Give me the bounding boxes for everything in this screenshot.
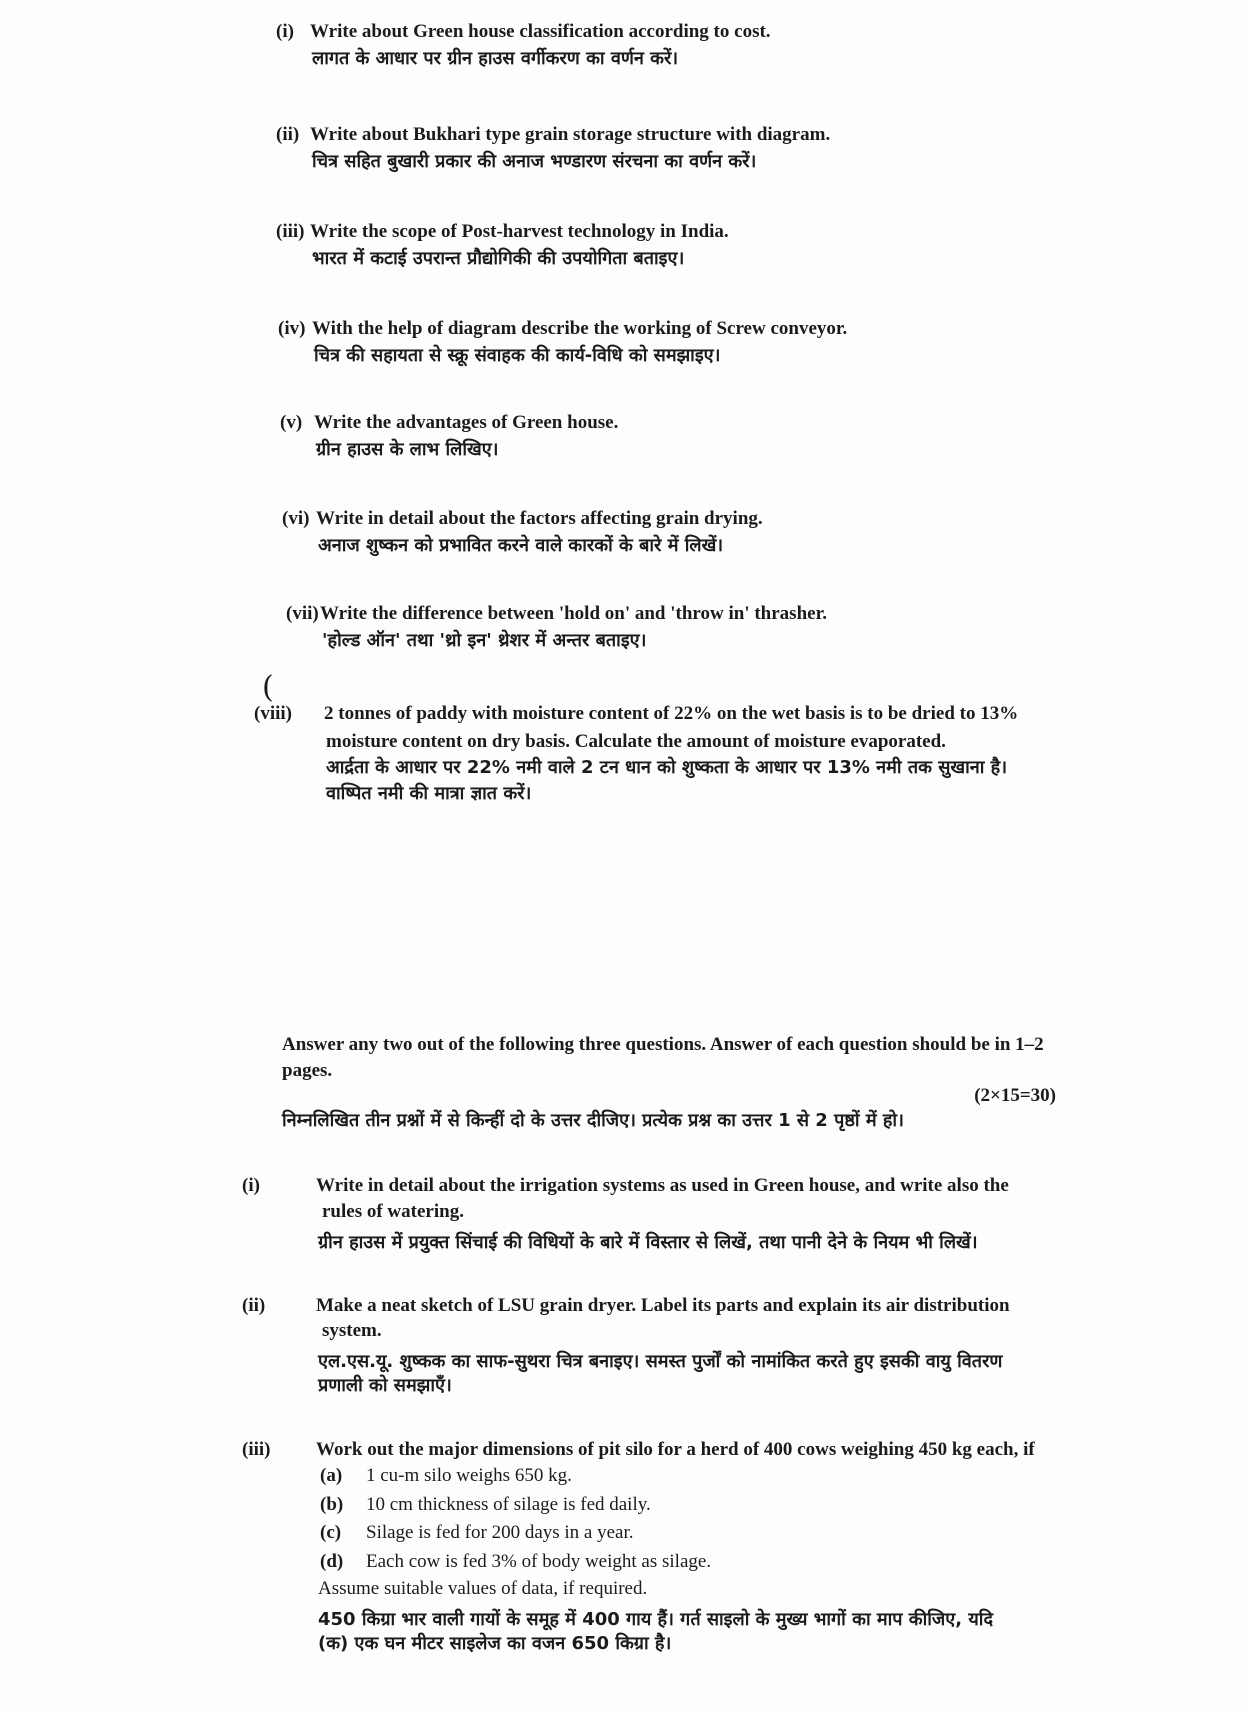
question-a-6 (282, 505, 1082, 559)
question-number: (ii) (242, 1294, 266, 1316)
question-text-hi: आर्द्रता के आधार पर 22% नमी वाले 2 टन धान को शुष्कता के आधार पर 13% नमी तक सुखाना है। वाष्पित नमी की मात्रा ज्ञात करें। (326, 757, 1008, 805)
question-text-hi: भारत में कटाई उपरान्त प्रौद्योगिकी की उपयोगिता बताइए। (312, 247, 685, 269)
question-text-en: Work out the major dimensions of pit silo for a herd of 400 cows weighing 450 kg each, if (316, 1438, 1035, 1460)
question-text-hi: 450 किग्रा भार वाली गायों के समूह में 400 गाय हैं। गर्त साइलो के मुख्य भागों का माप कीजिए, यदि (318, 1608, 994, 1630)
question-text-hi: ग्रीन हाउस में प्रयुक्त सिंचाई की विधियों के बारे में विस्तार से लिखें, तथा पानी देने के नियम भी लिखें। (318, 1231, 978, 1253)
question-text-en: Write about Green house classification according to cost. (310, 21, 771, 42)
question-number: (i) (276, 21, 294, 42)
question-a-8 (254, 700, 1050, 807)
question-text-en: Write the advantages of Green house. (314, 412, 619, 433)
question-text-en: Make a neat sketch of LSU grain dryer. Label its parts and explain its air distribution system. (316, 1294, 1010, 1342)
question-text-hi: लागत के आधार पर ग्रीन हाउस वर्गीकरण का वर्णन करें। (312, 47, 679, 69)
question-a-7 (286, 600, 1106, 654)
question-text-en: 2 tonnes of paddy with moisture content of 22% on the wet basis is to be dried to 13% moisture content on dry basis. Calculate the amount of moisture evaporated. (324, 703, 1019, 752)
question-text-hi: चित्र की सहायता से स्क्रू संवाहक की कार्य-विधि को समझाइए। (314, 344, 721, 366)
section-b (242, 1032, 1056, 1657)
sub-item-label: (a) (320, 1465, 343, 1487)
question-text-en: Write the difference between 'hold on' and 'throw in' thrasher. (320, 603, 828, 624)
question-number: (viii) (254, 703, 292, 724)
question-number: (i) (242, 1175, 260, 1197)
question-text-hi: एल.एस.यू. शुष्कक का साफ-सुथरा चित्र बनाइए। समस्त पुर्जों को नामांकित करते हुए इसकी वायु वितरण प्रणाली को समझाएँ। (318, 1351, 1003, 1397)
question-text-en: Write in detail about the irrigation systems as used in Green house, and write also the rules of watering. (316, 1175, 1009, 1222)
sub-item-d (320, 1548, 1052, 1577)
section-marks: (2×15=30) (974, 1085, 1056, 1107)
question-number: (iii) (276, 221, 305, 242)
question-text-hi: अनाज शुष्कन को प्रभावित करने वाले कारकों के बारे में लिखें। (318, 534, 724, 556)
assume-note: Assume suitable values of data, if required. (318, 1578, 648, 1600)
sub-item-text: 1 cu-m silo weighs 650 kg. (366, 1465, 572, 1487)
question-number: (iii) (242, 1438, 271, 1460)
question-number: (iv) (278, 318, 306, 339)
question-number: (vii) (286, 603, 319, 624)
sub-item-text: Silage is fed for 200 days in a year. (366, 1522, 634, 1544)
sub-item-label: (d) (320, 1550, 344, 1572)
question-text-en: Write in detail about the factors affecting grain drying. (316, 508, 763, 529)
question-a-2 (276, 121, 1076, 175)
sub-item-b (320, 1491, 1052, 1520)
sub-item-a (320, 1462, 1052, 1491)
question-text-hi: ग्रीन हाउस के लाभ लिखिए। (316, 438, 499, 460)
question-a-5 (280, 409, 1080, 463)
question-text-hi: चित्र सहित बुखारी प्रकार की अनाज भण्डारण संरचना का वर्णन करें। (312, 150, 757, 172)
question-a-1 (276, 18, 1076, 72)
question-number: (v) (280, 412, 303, 433)
question-a-3 (276, 218, 1076, 272)
question-b-2 (242, 1293, 1052, 1399)
sub-item-c (320, 1519, 1052, 1548)
sub-item-text: Each cow is fed 3% of body weight as silage. (366, 1550, 712, 1572)
question-text-hi: 'होल्ड ऑन' तथा 'थ्रो इन' थ्रेशर में अन्तर बताइए। (322, 629, 647, 651)
question-number: (ii) (276, 124, 300, 145)
question-b-3 (242, 1437, 1052, 1657)
question-a-4 (278, 315, 1098, 369)
question-text-hi-a: (क) एक घन मीटर साइलेज का वजन 650 किग्रा है। (318, 1633, 672, 1655)
margin-bracket-mark: ( (262, 670, 274, 705)
question-b-1 (242, 1173, 1052, 1255)
sub-item-text: 10 cm thickness of silage is fed daily. (366, 1493, 651, 1515)
question-text-en: With the help of diagram describe the working of Screw conveyor. (312, 318, 848, 339)
section-instruction-hi: निम्नलिखित तीन प्रश्नों में से किन्हीं दो के उत्तर दीजिए। प्रत्येक प्रश्न का उत्तर 1 से 2 पृष्ठों में हो। (282, 1109, 904, 1131)
sub-item-label: (b) (320, 1493, 344, 1515)
sub-item-label: (c) (320, 1522, 342, 1544)
question-text-en: Write the scope of Post-harvest technology in India. (310, 221, 729, 242)
section-instruction-en: Answer any two out of the following three questions. Answer of each question should be in 1–2 pages. (282, 1034, 1044, 1081)
question-text-en: Write about Bukhari type grain storage structure with diagram. (310, 124, 831, 145)
question-number: (vi) (282, 508, 310, 529)
